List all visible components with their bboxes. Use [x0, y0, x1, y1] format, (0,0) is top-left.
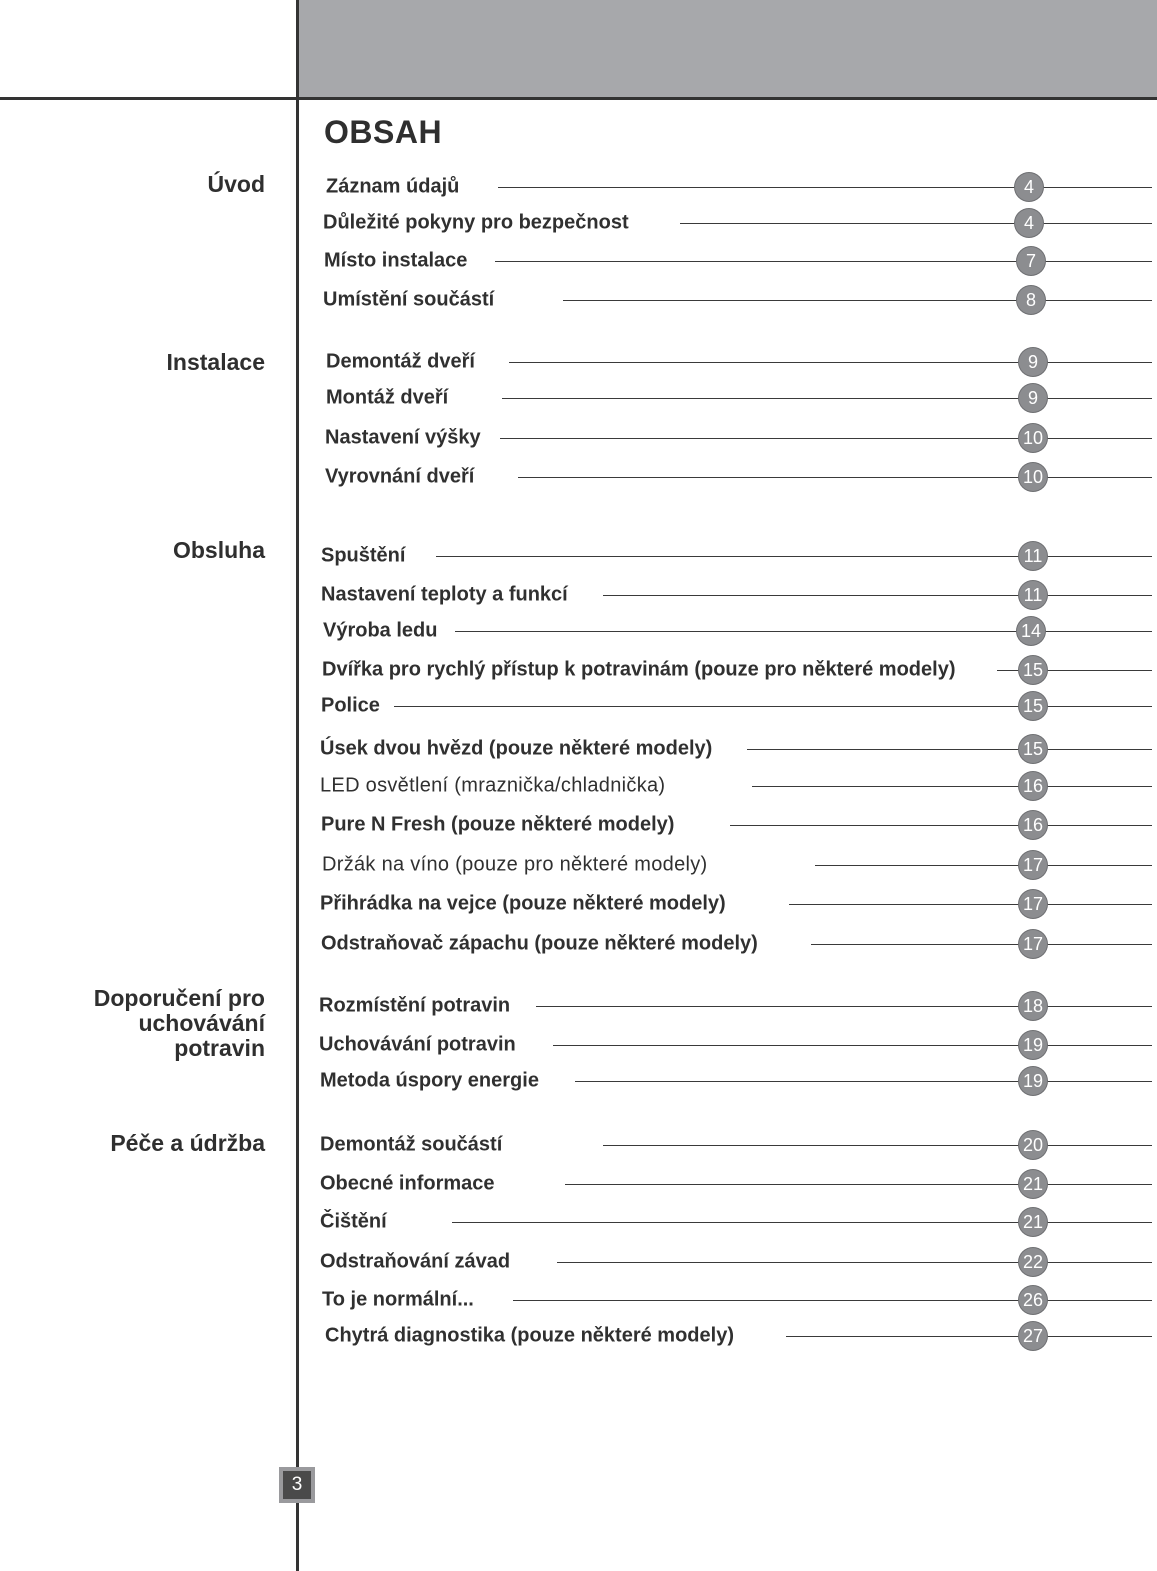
toc-entry-label: Důležité pokyny pro bezpečnost [323, 211, 629, 234]
toc-entry-label: Čištění [320, 1210, 387, 1233]
leader-line [786, 1336, 1152, 1337]
leader-line [815, 865, 1152, 866]
page-number-badge: 10 [1019, 463, 1047, 491]
section-label: Instalace [166, 349, 265, 375]
toc-entry[interactable] [0, 380, 1157, 416]
toc-entry-label: Nastavení výšky [325, 426, 481, 449]
page-number-badge: 17 [1019, 851, 1047, 879]
page-number: 3 [279, 1467, 315, 1503]
page-number-badge: 16 [1019, 772, 1047, 800]
toc-entry-label: Rozmístění potravin [319, 994, 511, 1017]
leader-line [452, 1222, 1152, 1223]
toc-entry-label: Místo instalace [324, 249, 468, 272]
toc-entry[interactable] [0, 652, 1157, 688]
page-number-badge: 19 [1019, 1067, 1047, 1095]
toc-entry-label: Záznam údajů [326, 175, 460, 198]
toc-entry[interactable] [0, 344, 1157, 380]
page-number-badge: 11 [1019, 542, 1047, 570]
leader-line [553, 1045, 1152, 1046]
page-number-badge: 14 [1017, 617, 1045, 645]
toc-entry[interactable] [0, 688, 1157, 724]
toc-entry[interactable] [0, 538, 1157, 574]
toc-entry-label: Chytrá diagnostika (pouze některé modely) [325, 1324, 734, 1347]
toc-entry-label: Montáž dveří [326, 386, 449, 409]
toc-entry-label: Police [321, 694, 380, 717]
toc-entry[interactable] [0, 243, 1157, 279]
toc-entry-label: Odstraňování závad [320, 1250, 511, 1273]
toc-entry-label: Vyrovnání dveří [325, 465, 475, 488]
toc-entry-label: Uchovávání potravin [319, 1033, 516, 1056]
page-number-badge: 10 [1019, 424, 1047, 452]
leader-line [563, 300, 1152, 301]
page-number-badge: 9 [1019, 348, 1047, 376]
leader-line [498, 187, 1152, 188]
page-number-badge: 26 [1019, 1286, 1047, 1314]
toc-entry-label: Přihrádka na vejce (pouze některé modely) [320, 892, 726, 915]
page-number-badge: 21 [1019, 1208, 1047, 1236]
page-number-badge: 15 [1019, 656, 1047, 684]
toc-entry[interactable] [0, 205, 1157, 241]
toc-entry[interactable] [0, 886, 1157, 922]
section-label: Doporučení pro uchovávání potravin [93, 985, 265, 1061]
toc-entry-label: Odstraňovač zápachu (pouze některé modely) [321, 932, 758, 955]
leader-line [536, 1006, 1152, 1007]
page-title: OBSAH [324, 114, 443, 150]
toc-entry[interactable] [0, 1166, 1157, 1202]
leader-line [565, 1184, 1152, 1185]
toc-entry[interactable] [0, 420, 1157, 456]
header-band [298, 0, 1157, 98]
page-number-badge: 4 [1015, 173, 1043, 201]
page-number-badge: 11 [1019, 581, 1047, 609]
leader-line [502, 398, 1152, 399]
toc-entry[interactable] [0, 988, 1157, 1024]
leader-line [730, 825, 1152, 826]
section-label: Péče a údržba [110, 1130, 265, 1156]
leader-line [747, 749, 1152, 750]
toc-entry[interactable] [0, 1244, 1157, 1280]
page-number-badge: 9 [1019, 384, 1047, 412]
page-number-badge: 21 [1019, 1170, 1047, 1198]
page-number-badge: 18 [1019, 992, 1047, 1020]
leader-line [509, 362, 1152, 363]
toc-entry[interactable] [0, 731, 1157, 767]
leader-line [513, 1300, 1152, 1301]
toc-entry[interactable] [0, 926, 1157, 962]
toc-entry-label: Dvířka pro rychlý přístup k potravinám (pouze pro některé modely) [322, 658, 956, 681]
leader-line [518, 477, 1152, 478]
page-number-badge: 8 [1017, 286, 1045, 314]
toc-entry[interactable] [0, 1063, 1157, 1099]
toc-entry[interactable] [0, 577, 1157, 613]
leader-line [575, 1081, 1152, 1082]
page-number-badge: 4 [1015, 209, 1043, 237]
leader-line [603, 1145, 1152, 1146]
page-number-badge: 15 [1019, 735, 1047, 763]
toc-entry-label: Spuštění [321, 544, 406, 567]
toc-entry-label: Demontáž dveří [326, 350, 475, 373]
toc-entry[interactable] [0, 1127, 1157, 1163]
toc-entry[interactable] [0, 459, 1157, 495]
section-label: Úvod [207, 171, 265, 197]
toc-entry[interactable] [0, 847, 1157, 883]
toc-entry[interactable] [0, 1204, 1157, 1240]
toc-entry-label: Obecné informace [320, 1172, 495, 1195]
leader-line [557, 1262, 1152, 1263]
leader-line [603, 595, 1152, 596]
leader-line [752, 786, 1152, 787]
toc-entry[interactable] [0, 282, 1157, 318]
toc-entry-label: Pure N Fresh (pouze některé modely) [321, 813, 675, 836]
toc-entry[interactable] [0, 1282, 1157, 1318]
page-number-badge: 17 [1019, 930, 1047, 958]
toc-entry-label: Metoda úspory energie [320, 1069, 539, 1092]
toc-entry[interactable] [0, 169, 1157, 205]
toc-entry-label: Držák na víno (pouze pro některé modely) [322, 853, 708, 876]
leader-line [680, 223, 1152, 224]
page-number-badge: 15 [1019, 692, 1047, 720]
toc-entry[interactable] [0, 1318, 1157, 1354]
header-rule [0, 97, 1157, 100]
page-number-badge: 20 [1019, 1131, 1047, 1159]
leader-line [789, 904, 1152, 905]
leader-line [495, 261, 1152, 262]
page-number-badge: 16 [1019, 811, 1047, 839]
toc-entry[interactable] [0, 768, 1157, 804]
toc-entry-label: LED osvětlení (mraznička/chladnička) [320, 774, 666, 797]
toc-entry[interactable] [0, 613, 1157, 649]
leader-line [455, 631, 1152, 632]
page-number-badge: 7 [1017, 247, 1045, 275]
section-label: Obsluha [172, 537, 265, 563]
toc-entry-label: To je normální... [322, 1288, 474, 1311]
page-number-badge: 22 [1019, 1248, 1047, 1276]
page-number-badge: 19 [1019, 1031, 1047, 1059]
toc-entry-label: Umístění součástí [323, 288, 495, 311]
toc-entry-label: Výroba ledu [323, 619, 438, 642]
toc-entry-label: Úsek dvou hvězd (pouze některé modely) [320, 737, 713, 760]
toc-entry[interactable] [0, 807, 1157, 843]
toc-entry-label: Demontáž součástí [320, 1133, 503, 1156]
leader-line [500, 438, 1152, 439]
page-number-badge: 17 [1019, 890, 1047, 918]
toc-entry-label: Nastavení teploty a funkcí [321, 583, 568, 606]
toc-entry[interactable] [0, 1027, 1157, 1063]
page-number-badge: 27 [1019, 1322, 1047, 1350]
leader-line [811, 944, 1152, 945]
